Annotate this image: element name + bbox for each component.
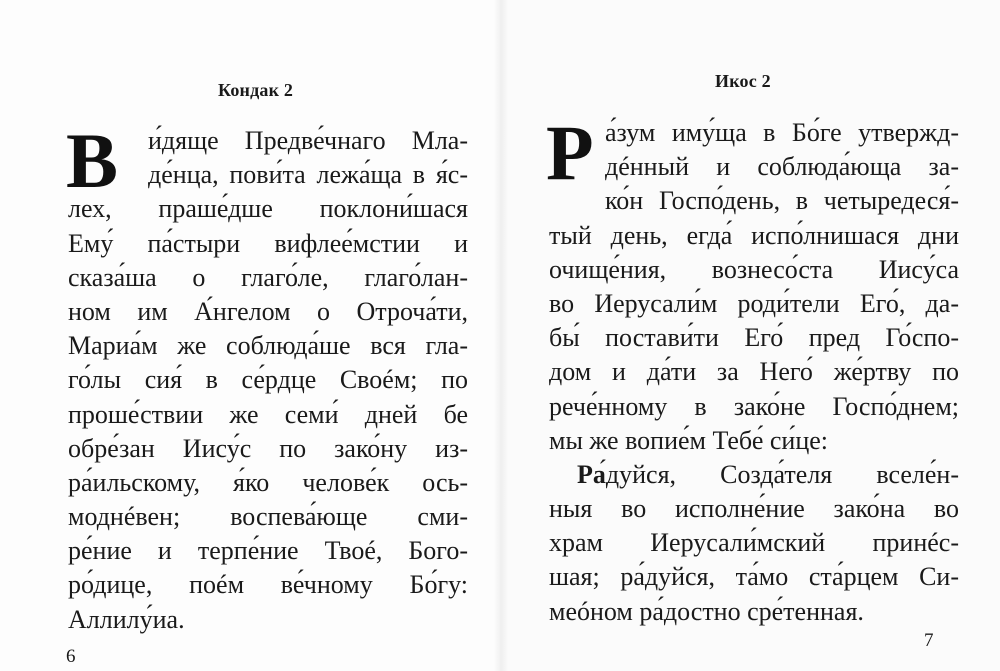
text-line: и́дяще Предве́чнаго Мла- — [148, 126, 468, 155]
ikos-text — [549, 116, 959, 629]
text-line: ныя во исполне́ние зако́на во — [549, 494, 959, 524]
text-line: рече́нному в зако́не Госпо́днем; — [549, 391, 959, 421]
text-line-rest: ́дуйся, Созда́теля вселе́н- — [605, 459, 959, 489]
kontakion-heading: Кондак 2 — [218, 80, 294, 100]
text-line: лех, праше́дше поклони́шася — [68, 194, 468, 224]
ikos-heading: Икос 2 — [715, 71, 771, 91]
text-line: Ему́ па́стыри вифлее́мстии и — [68, 228, 468, 258]
text-line: обре́зан Иису́с по зако́ну из- — [68, 433, 468, 463]
text-line: го́лы сия́ в се́рдце Своéм; по — [68, 365, 468, 395]
text-line: меóном ра́достно сре́тенная. — [549, 596, 864, 626]
text-line: ра́ильскому, я́ко челове́к ось- — [68, 467, 468, 497]
text-line: де́нца, пови́та лежа́ща в я́с- — [148, 160, 468, 190]
text-line: ко́н Госпо́день, в четыредеся́- — [605, 186, 959, 216]
kontakion-text — [66, 117, 468, 637]
text-line: тый день, егда́ испо́лнишася дни — [549, 220, 959, 250]
page-number: 7 — [924, 630, 934, 651]
text-line — [549, 458, 959, 492]
text-line: моднéвен; воспева́юще сми- — [68, 502, 468, 532]
text-line: сказа́ша о глаго́ле, глаго́лан- — [68, 262, 468, 292]
text-line: ро́дице, поéм ве́чному Бо́гу: — [68, 570, 468, 600]
text-line: Аллилу́иа. — [68, 604, 185, 634]
text-line: Мариа́м же соблюда́ше вся гла- — [68, 331, 468, 361]
text-line: очище́ния, вознесо́ста Иису́са — [549, 254, 959, 284]
text-line: шая; ра́дуйся, та́мо ста́рцем Си- — [549, 562, 959, 592]
paragraph-initial: Ра — [577, 459, 606, 489]
text-line: мы же вопие́м Тебе́ си́це: — [549, 425, 828, 455]
text-line: бы́ постави́ти Его́ пред Го́спо- — [549, 323, 959, 353]
text-line: а́зум иму́ща в Бо́ге утвержд- — [605, 118, 959, 147]
dropcap-letter: Р — [546, 109, 594, 196]
right-page — [500, 0, 1000, 671]
book-gutter — [494, 0, 508, 671]
page-number: 6 — [66, 646, 76, 667]
text-line: ре́ние и терпе́ние Твоé, Бого- — [68, 536, 468, 566]
text-line: проше́ствии же семи́ дней бе — [68, 399, 468, 429]
text-line: во Иерусали́м роди́тели Его́, да- — [549, 288, 959, 318]
text-line: дéнный и соблюда́юща за- — [605, 152, 959, 182]
text-line: ном им А́нгелом о Отроча́ти, — [68, 296, 468, 326]
text-line: дом и да́ти за Него́ же́ртву по — [549, 357, 959, 387]
text-line: храм Иерусали́мский принéс- — [549, 528, 959, 558]
dropcap-letter: В — [66, 117, 119, 204]
